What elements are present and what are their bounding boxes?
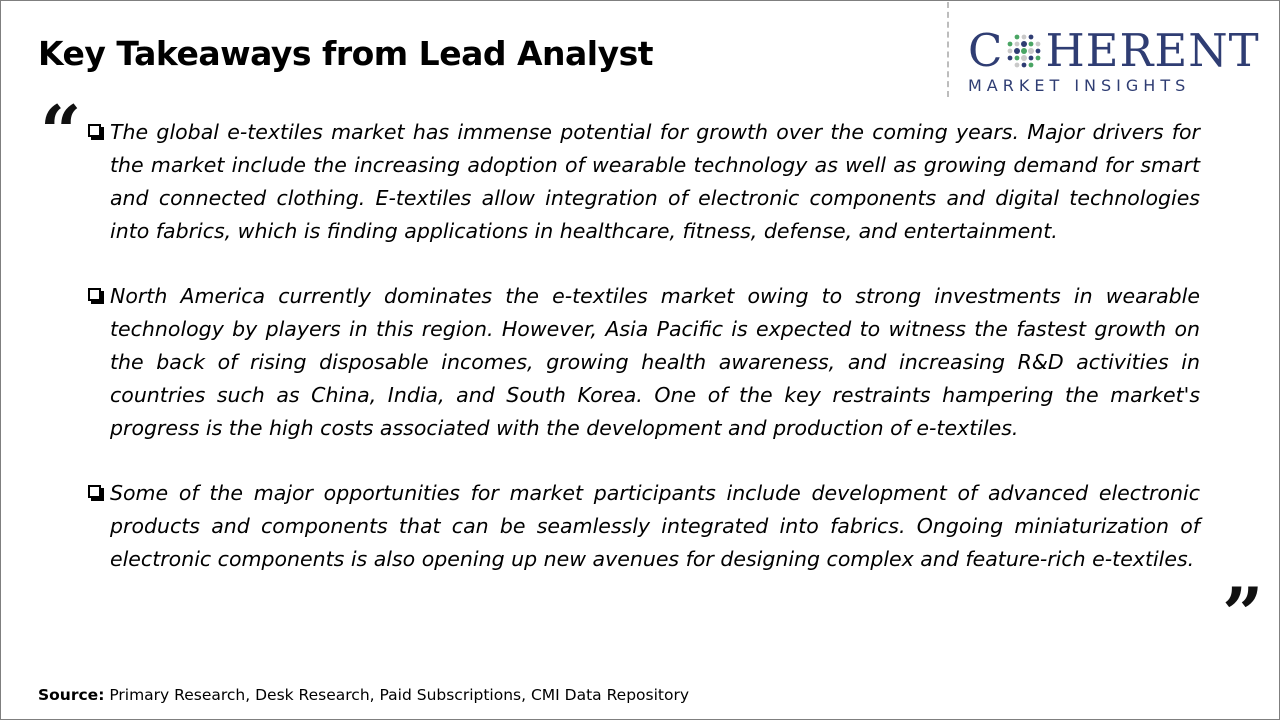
logo-letter-c: C [968, 24, 1004, 77]
logo-dot [1015, 42, 1020, 47]
logo-dot [1008, 56, 1013, 61]
logo-dot [1029, 42, 1034, 47]
checkbox-bullet-icon [88, 288, 101, 301]
logo-letters-herent: HERENT [1045, 24, 1260, 77]
logo-wordmark [968, 24, 1260, 77]
source-label: Source: [38, 686, 105, 704]
list-item [86, 116, 1200, 248]
logo-dot [1029, 35, 1034, 40]
logo-dot [1014, 48, 1020, 54]
logo-dot [1022, 35, 1027, 40]
logo-dot [1015, 56, 1020, 61]
logo-dot [1029, 56, 1034, 61]
page-title: Key Takeaways from Lead Analyst [38, 34, 653, 73]
logo-dot [1015, 35, 1020, 40]
logo-dot [1029, 63, 1034, 68]
takeaway-text: Some of the major opportunities for market participants include development of advanced electronic products and components that can be seamlessly integrated into fabrics. Ongoing miniaturization of electronic components is also opening up new avenues for designing complex and feature-rich e-textiles. [110, 481, 1200, 571]
logo-dot-grid-icon [1004, 31, 1044, 71]
logo-dot [1008, 49, 1013, 54]
logo-dot [1021, 55, 1027, 61]
checkbox-bullet-icon [88, 124, 101, 137]
logo-dot [1021, 48, 1027, 54]
open-quote-icon: “ [40, 89, 82, 174]
logo-dot [1021, 41, 1027, 47]
logo-dot [1015, 63, 1020, 68]
source-note [38, 686, 689, 704]
logo-dot [1036, 49, 1041, 54]
company-logo [968, 24, 1260, 100]
source-text: Primary Research, Desk Research, Paid Subscriptions, CMI Data Repository [109, 686, 690, 704]
logo-dot [1022, 63, 1027, 68]
close-quote-icon: ” [1222, 571, 1264, 656]
logo-dot [1028, 48, 1034, 54]
logo-tagline: MARKET INSIGHTS [968, 76, 1191, 95]
list-item [86, 477, 1200, 576]
logo-divider [947, 2, 949, 97]
takeaway-text: The global e-textiles market has immense potential for growth over the coming years. Major drivers for the market include the increasing adoption of wearable technology as well as growing demand for smart and connected clothing. E-textiles allow integration of electronic components and digital technologies into fabrics, which is finding applications in healthcare, fitness, defense, and entertainment. [110, 120, 1200, 243]
checkbox-bullet-icon [88, 485, 101, 498]
takeaway-text: North America currently dominates the e-textiles market owing to strong investments in wearable technology by players in this region. However, Asia Pacific is expected to witness the fastest growth on the back of rising disposable incomes, growing health awareness, and increasing R&D activities in countries such as China, India, and South Korea. One of the key restraints hampering the market's progress is the high costs associated with the development and production of e-textiles. [110, 284, 1200, 440]
logo-dot [1036, 56, 1041, 61]
logo-dot [1008, 42, 1013, 47]
logo-dot [1036, 42, 1041, 47]
takeaways-list [86, 116, 1200, 608]
list-item [86, 280, 1200, 445]
